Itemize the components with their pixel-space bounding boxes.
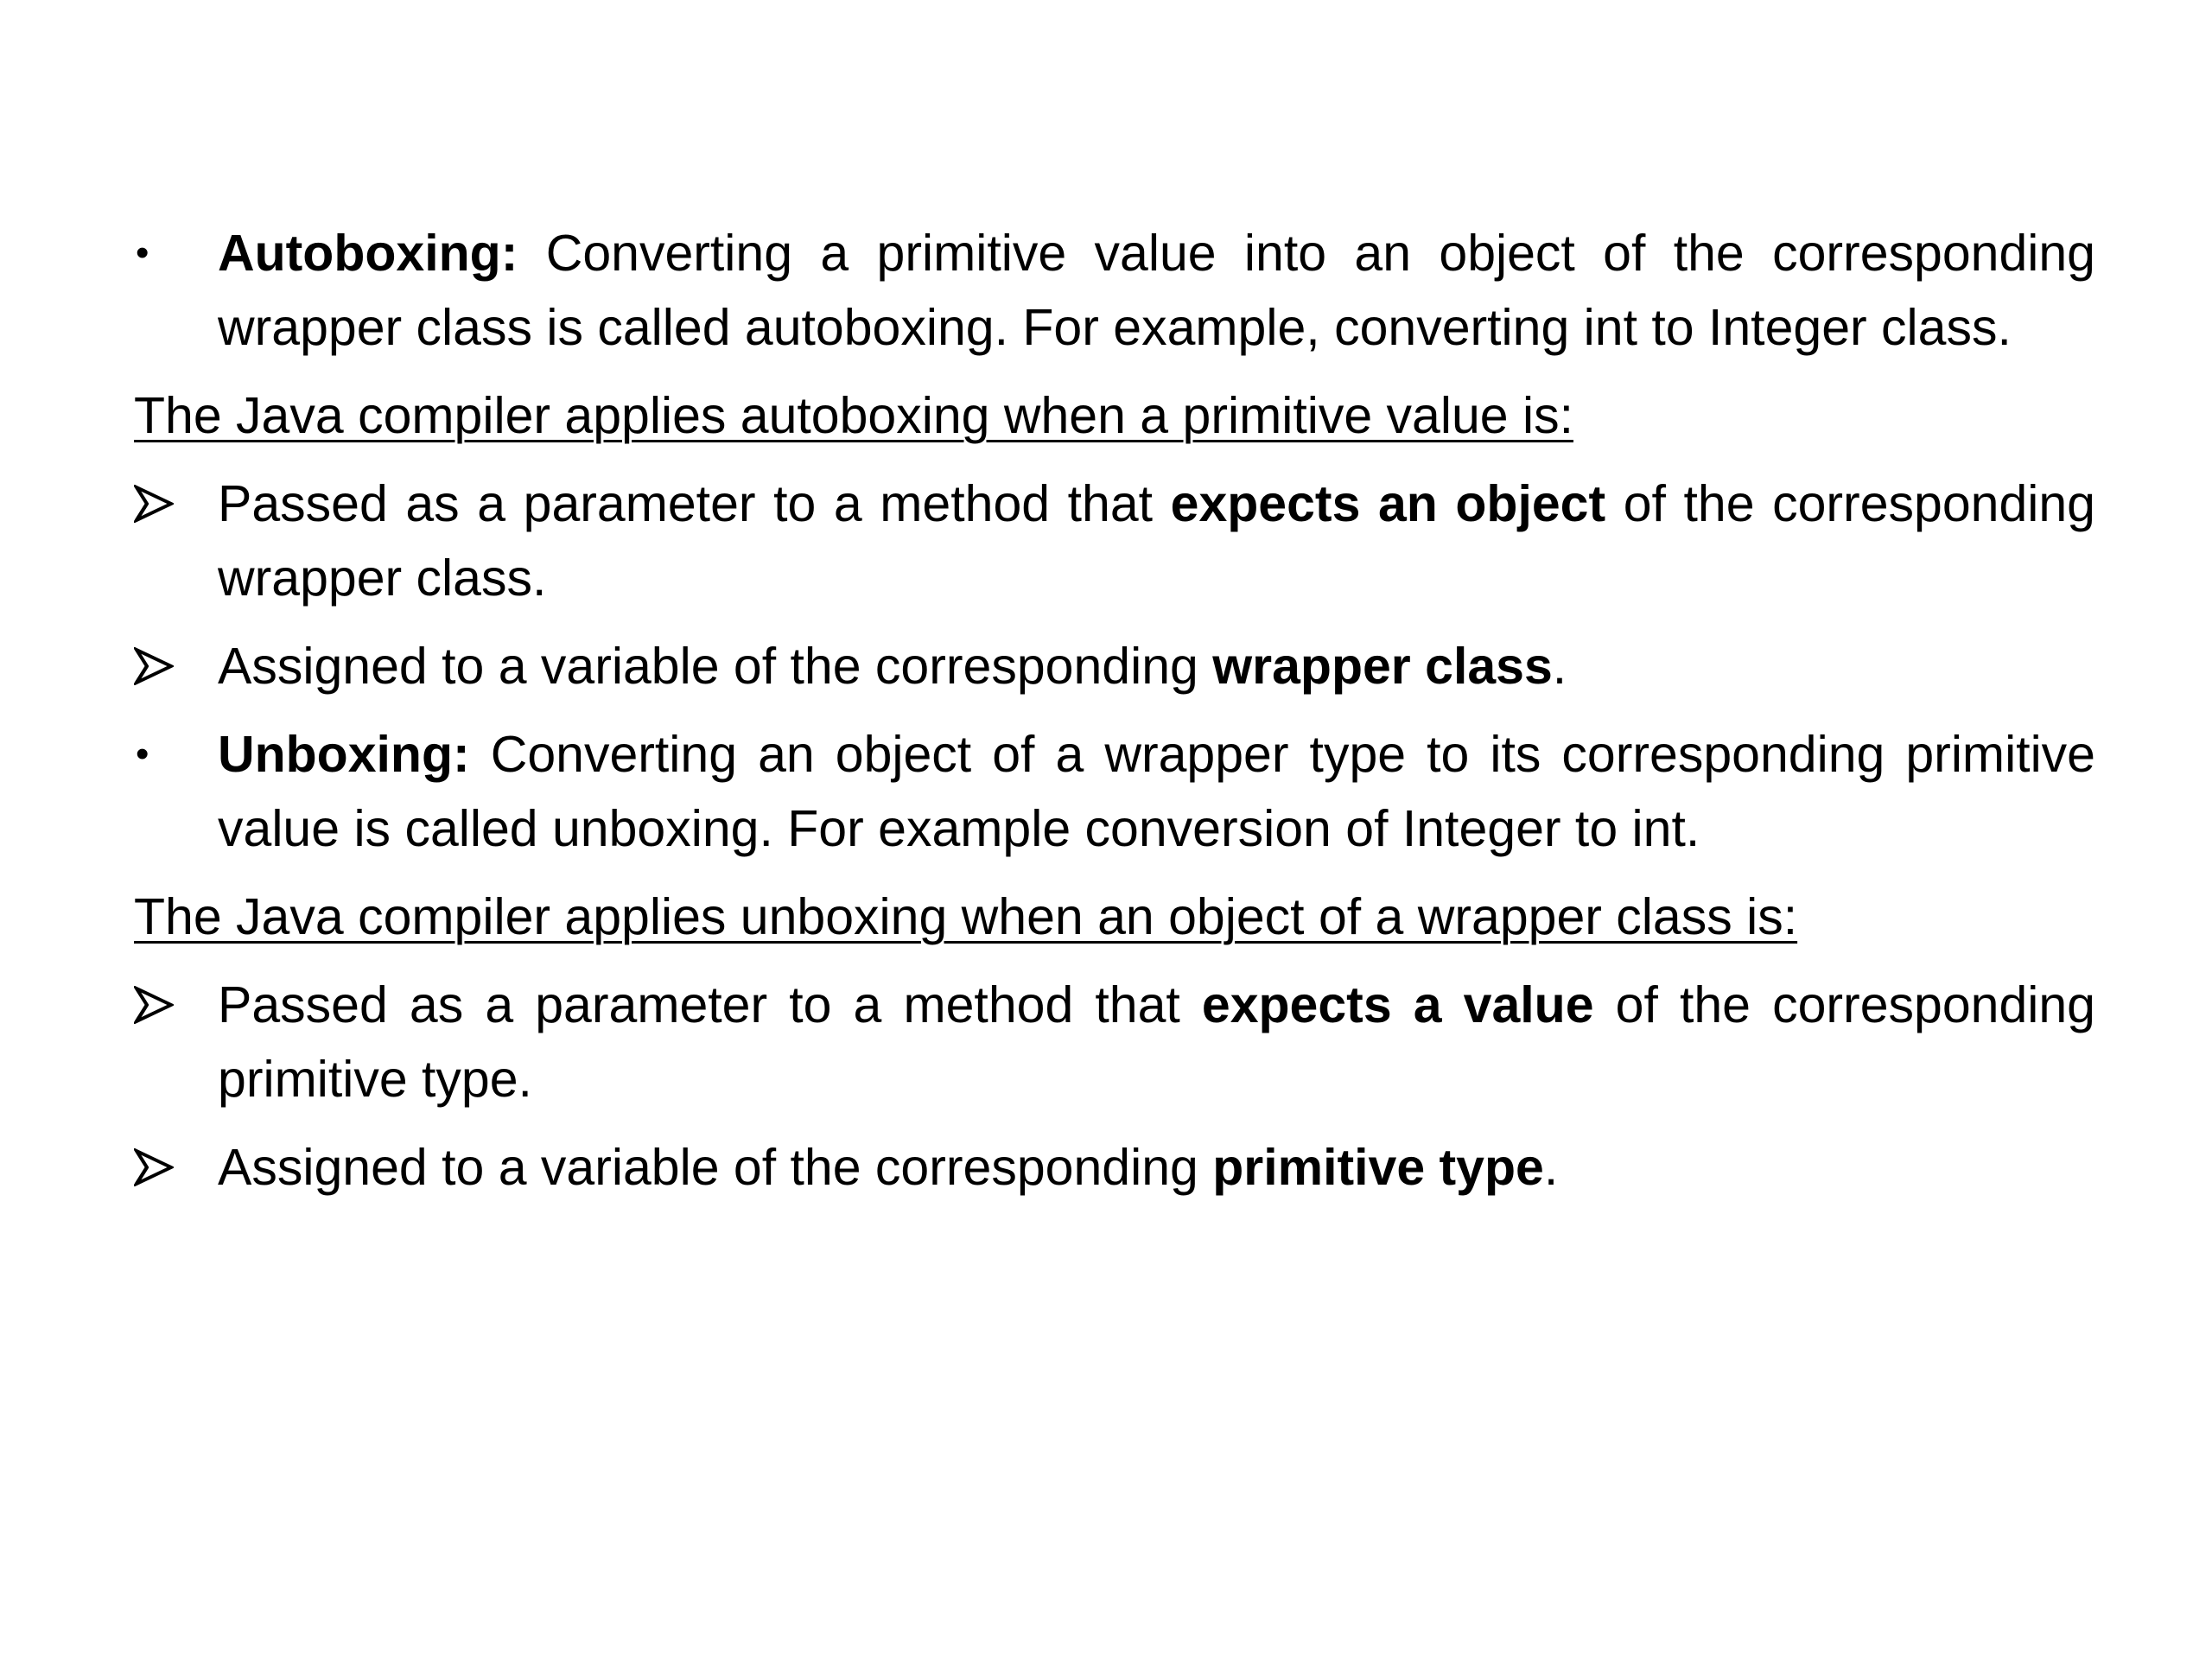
- unboxing-heading: The Java compiler applies unboxing when an object of a wrapper class is:: [134, 888, 1798, 945]
- autoboxing-heading: The Java compiler applies autoboxing when a primitive value is:: [134, 387, 1573, 444]
- bullet-dot-icon: •: [136, 733, 149, 775]
- autoboxing-definition: Converting a primitive value into an object of the corresponding wrapper class is called autoboxing. For example, converting int to Integer class.: [218, 225, 2095, 356]
- autoboxing-case-parameter: Passed as a parameter to a method that expects an object of the corresponding wrapper class.: [134, 467, 2095, 615]
- arrow-bullet-icon: [134, 968, 186, 1042]
- unboxing-term: Unboxing:: [218, 726, 470, 783]
- arrow-bullet-icon: [134, 629, 186, 703]
- unboxing-definition: Converting an object of a wrapper type to its corresponding primitive value is called unboxing. For example conversion of Integer to int.: [218, 726, 2095, 857]
- unboxing-case-parameter: Passed as a parameter to a method that expects a value of the corresponding primitive type.: [134, 968, 2095, 1116]
- arrow-bullet-icon: [134, 1130, 186, 1205]
- autoboxing-case-assigned: Assigned to a variable of the corresponding wrapper class.: [134, 629, 2095, 703]
- arrow-bullet-icon: [134, 467, 186, 541]
- slide-content: [134, 216, 2095, 1205]
- unboxing-case-assigned: Assigned to a variable of the corresponding primitive type.: [134, 1130, 2095, 1205]
- bullet-dot-icon: •: [136, 232, 149, 274]
- unboxing-bullet: [134, 717, 2095, 866]
- autoboxing-term: Autoboxing:: [218, 225, 518, 282]
- autoboxing-bullet: [134, 216, 2095, 365]
